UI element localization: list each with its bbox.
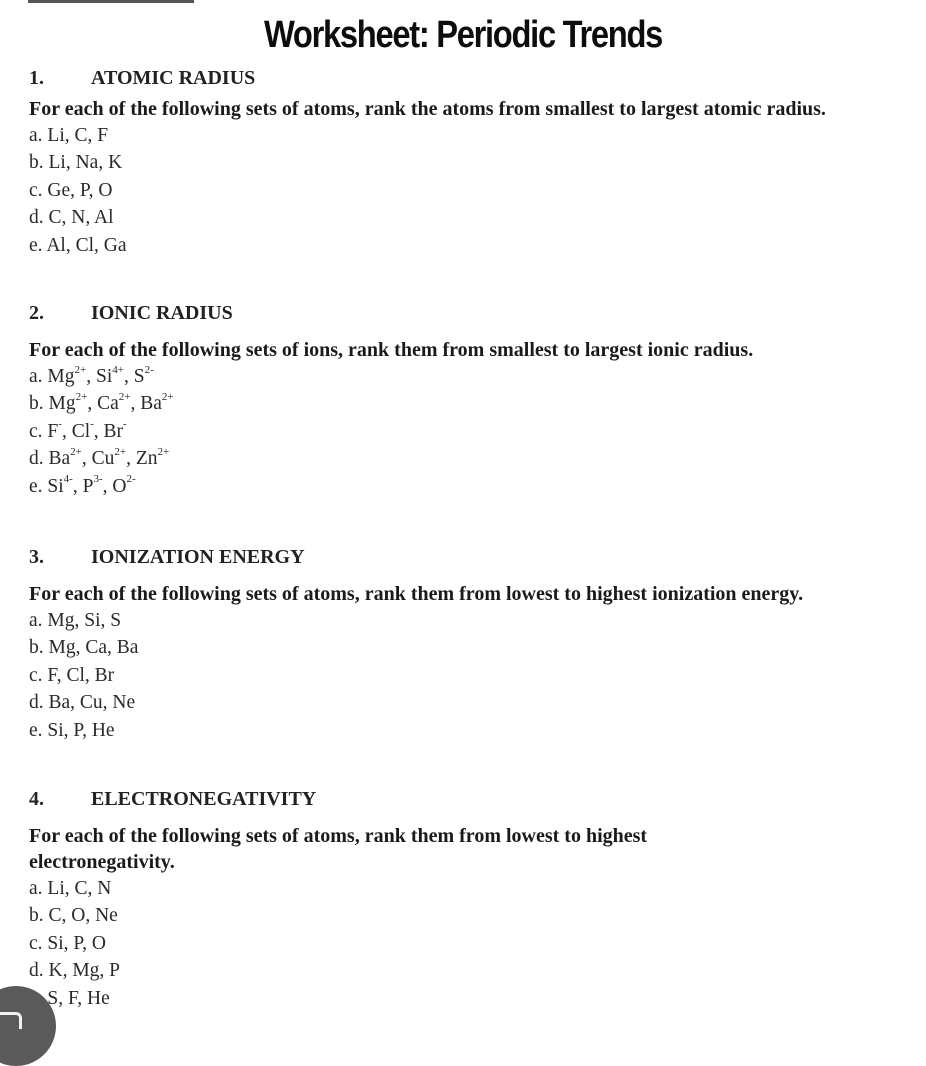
section-ionization-energy [29,545,909,744]
list-item: c. Ge, P, O [29,179,113,201]
section-ionic-radius [29,301,909,500]
list-item: d. Ba, Cu, Ne [29,692,136,714]
list-item: b. Li, Na, K [29,152,123,174]
list-item: e. $Si^{4-}$, $P^{3-}$, $O^{2-}$ [29,473,136,497]
list-item: a. Li, C, N [29,878,112,899]
list-item: a. $Mg^{2+}$, $Si^{4+}$, $S^{2-}$ [29,363,154,387]
list-item: d. K, Mg, P [29,960,121,982]
section-heading [29,66,909,90]
top-bar-stub [28,0,194,3]
section-prompt: For each of the following sets of atoms, rank the atoms from smallest to largest atomic radius. [29,98,826,120]
floating-action-icon [0,1012,22,1029]
section-number: 1. [29,67,44,89]
list-item: a. Li, C, F [29,125,109,146]
section-title: IONIZATION ENERGY [91,546,305,568]
item-list [29,122,909,259]
list-item: a. Mg, Si, S [29,610,122,631]
list-item: d. C, N, Al [29,207,114,229]
section-prompt: For each of the following sets of ions, rank them from smallest to largest ionic radius. [29,339,754,361]
list-item: b. Mg, Ca, Ba [29,637,139,659]
section-number: 4. [29,788,44,810]
section-prompt: For each of the following sets of atoms, rank them from lowest to highest ionization energy. [29,583,804,605]
list-item: S, F, He [47,987,110,1009]
list-item: b. $Mg^{2+}$, $Ca^{2+}$, $Ba^{2+}$ [29,390,174,415]
list-item: c. Si, P, O [29,932,106,954]
list-item: b. C, O, Ne [29,905,118,927]
section-atomic-radius [29,66,909,259]
page-title: Worksheet: Periodic Trends [263,14,663,56]
item-list [29,607,909,744]
section-number: 2. [29,302,44,324]
section-heading [29,545,909,569]
section-prompt: For each of the following sets of atoms, rank them from lowest to highest electronegativity. [29,825,648,873]
list-item: d. $Ba^{2+}$, $Cu^{2+}$, $Zn^{2+}$ [29,445,170,470]
section-electronegativity [29,787,909,1012]
section-number: 3. [29,546,44,568]
list-item: e. Al, Cl, Ga [29,234,127,256]
item-list [29,875,909,1012]
section-heading [29,787,909,811]
section-title: IONIC RADIUS [91,302,233,324]
section-title: ATOMIC RADIUS [91,67,256,89]
section-heading [29,301,909,325]
list-item: c. F, Cl, Br [29,664,115,686]
section-title: ELECTRONEGATIVITY [91,788,317,810]
list-item: e. Si, P, He [29,719,115,741]
item-list [29,363,909,500]
list-item: c. F-, Cl-, Br- [29,418,127,442]
